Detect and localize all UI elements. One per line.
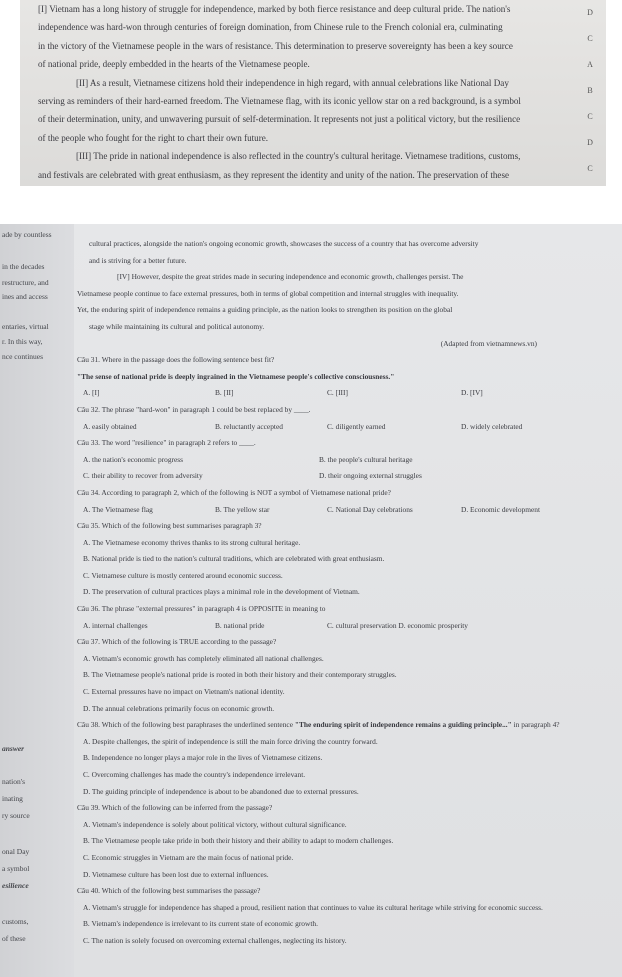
option[interactable]: A. Despite challenges, the spirit of independence is still the main force driving the country forward. xyxy=(83,736,378,746)
question-stem: Câu 31. Where in the passage does the following sentence best fit? xyxy=(77,355,275,365)
option[interactable]: A. The Vietnamese economy thrives thanks to its strong cultural heritage. xyxy=(83,537,301,547)
edge-word: inating xyxy=(2,794,23,803)
edge-word: ade by countless xyxy=(2,230,52,239)
option[interactable]: C. External pressures have no impact on Vietnam's national identity. xyxy=(83,687,285,697)
passage-line: [II] As a result, Vietnamese citizens hold their independence in high regard, with annual celebrations like National Day xyxy=(76,77,509,88)
option[interactable]: A. The Vietnamese flag xyxy=(83,504,153,514)
option[interactable]: A. Vietnam's struggle for independence has shaped a proud, resilient nation that continues to value its cultural heritage while striving for economic success. xyxy=(83,902,543,912)
passage-line: of their determination, unity, and unwavering pursuit of self-determination. It represents not just a political victory, but the resilience xyxy=(38,114,521,125)
edge-letter: C xyxy=(587,164,593,173)
edge-word: a symbol xyxy=(2,864,30,873)
option[interactable]: A. Vietnam's economic growth has completely eliminated all national challenges. xyxy=(83,653,324,663)
passage-line: of the people who fought for the right to chart their own future. xyxy=(38,132,269,143)
question-quote: "The sense of national pride is deeply ingrained in the Vietnamese people's collective consciousness." xyxy=(77,371,395,381)
passage-line: cultural practices, alongside the nation's ongoing economic growth, showcases the success of a country that has overcome adversity xyxy=(89,239,479,248)
top-passage xyxy=(38,0,578,184)
question-stem: Câu 40. Which of the following best summarises the passage? xyxy=(77,886,261,896)
edge-word: restructure, and xyxy=(2,278,49,287)
passage-line: in the victory of the Vietnamese people in the wars of resistance. This determination to preserve sovereignty has been a key source xyxy=(38,40,513,51)
option[interactable]: D. The guiding principle of independence is about to be abandoned due to external pressures. xyxy=(83,786,359,796)
option[interactable]: D. Economic development xyxy=(461,504,541,514)
question-stem: Câu 37. Which of the following is TRUE according to the passage? xyxy=(77,637,277,647)
option[interactable]: D. Vietnamese culture has been lost due to external influences. xyxy=(83,869,269,879)
option[interactable]: A. the nation's economic progress xyxy=(83,454,184,464)
option[interactable]: B. Vietnam's independence is irrelevant to its current state of economic growth. xyxy=(83,919,318,929)
option[interactable]: C. [III] xyxy=(327,388,348,398)
option[interactable]: C. Overcoming challenges has made the country's independence irrelevant. xyxy=(83,770,306,779)
question-stem-tail: in paragraph 4? xyxy=(513,720,560,730)
option[interactable]: D. their ongoing external struggles xyxy=(319,471,422,481)
option[interactable]: B. The Vietnamese people take pride in both their history and their ability to adapt to modern challenges. xyxy=(83,836,394,846)
edge-word: ines and access xyxy=(2,292,48,301)
option[interactable]: A. internal challenges xyxy=(83,620,148,630)
question-stem: Câu 34. According to paragraph 2, which of the following is NOT a symbol of Vietnamese national pride? xyxy=(77,487,391,497)
edge-letter: C xyxy=(587,34,593,43)
options-row xyxy=(77,452,567,469)
edge-word: nce continues xyxy=(2,352,44,361)
options-row xyxy=(77,618,567,635)
option[interactable]: C. Economic struggles in Vietnam are the main focus of national pride. xyxy=(83,852,294,862)
edge-word: nation's xyxy=(2,777,26,786)
passage-line: and is striving for a better future. xyxy=(89,255,187,265)
previous-page-edge xyxy=(0,224,74,977)
option[interactable]: C. cultural preservation D. economic prosperity xyxy=(327,620,468,630)
edge-word: ry source xyxy=(2,811,30,820)
option[interactable]: D. The preservation of cultural practices plays a minimal role in the development of Vietnam. xyxy=(83,587,360,597)
option[interactable]: B. The yellow star xyxy=(215,504,270,514)
passage-line: [IV] However, despite the great strides made in securing independence and economic growth, challenges persist. The xyxy=(117,272,464,282)
option[interactable]: C. The nation is solely focused on overcoming external challenges, neglecting its history. xyxy=(83,935,347,945)
edge-word: customs, xyxy=(2,917,29,926)
question-quote: "The enduring spirit of independence remains a guiding principle..." xyxy=(294,720,512,730)
edge-word: r. In this way, xyxy=(2,337,43,346)
question-stem: Câu 32. The phrase "hard-won" in paragraph 1 could be best replaced by ____. xyxy=(77,404,311,414)
options-row xyxy=(77,468,567,485)
option[interactable]: C. National Day celebrations xyxy=(327,504,413,514)
option[interactable]: D. The annual celebrations primarily focus on economic growth. xyxy=(83,703,275,713)
edge-word: entaries, virtual xyxy=(2,322,49,331)
option[interactable]: D. [IV] xyxy=(461,388,483,398)
passage-line: Vietnamese people continue to face external pressures, both in terms of global competition and internal struggles with inequality. xyxy=(77,288,459,298)
question-stem: Câu 35. Which of the following best summarises paragraph 3? xyxy=(77,521,262,531)
edge-letter: B xyxy=(587,86,593,95)
exam-page xyxy=(77,236,567,950)
option[interactable]: A. Vietnam's independence is solely about political victory, without cultural significance. xyxy=(83,819,347,829)
passage-line: serving as reminders of their hard-earned freedom. The Vietnamese flag, with its iconic yellow star on a red background, is a symbol xyxy=(38,96,521,107)
option[interactable]: B. National pride is tied to the nation's cultural traditions, which are celebrated with great enthusiasm. xyxy=(83,554,385,564)
edge-word: in the decades xyxy=(2,262,45,271)
option[interactable]: B. The Vietnamese people's national pride is rooted in both their history and their contemporary struggles. xyxy=(83,670,397,680)
passage-line: stage while maintaining its cultural and political autonomy. xyxy=(89,321,265,331)
top-page-photo xyxy=(20,0,606,186)
options-row xyxy=(77,502,567,519)
passage-line: of national pride, deeply embedded in the hearts of the Vietnamese people. xyxy=(38,59,310,70)
bottom-page-photo xyxy=(0,224,622,977)
question-stem: Câu 39. Which of the following can be inferred from the passage? xyxy=(77,803,273,813)
passage-line: [I] Vietnam has a long history of struggle for independence, marked by both fierce resistance and deep cultural pride. The nation's xyxy=(38,4,511,14)
passage-line: independence was hard-won through centuries of foreign domination, from Chinese rule to the French colonial era, culminating xyxy=(38,22,503,33)
options-row xyxy=(77,419,567,436)
option[interactable]: B. national pride xyxy=(215,620,265,630)
edge-letter: D xyxy=(587,138,593,147)
question-stem: Câu 36. The phrase "external pressures" in paragraph 4 is OPPOSITE in meaning to xyxy=(77,604,326,614)
edge-letter: A xyxy=(587,60,593,69)
question-stem-text: Câu 38. Which of the following best paraphrases the underlined sentence xyxy=(77,720,293,730)
option[interactable]: C. their ability to recover from adversity xyxy=(83,471,203,481)
option[interactable]: B. Independence no longer plays a major role in the lives of Vietnamese citizens. xyxy=(83,753,323,763)
option[interactable]: D. widely celebrated xyxy=(461,421,523,431)
edge-word: esilience xyxy=(2,881,29,890)
passage-line: Yet, the enduring spirit of independence remains a guiding principle, as the nation looks to strengthen its position on the global xyxy=(77,305,453,315)
passage-line: [III] The pride in national independence is also reflected in the country's cultural heritage. Vietnamese traditions, customs, xyxy=(76,151,521,162)
edge-letter: C xyxy=(587,112,593,121)
option[interactable]: A. easily obtained xyxy=(83,421,137,431)
edge-word: answer xyxy=(2,744,25,753)
edge-word: onal Day xyxy=(2,847,30,856)
options-row xyxy=(77,385,567,402)
option[interactable]: C. diligently earned xyxy=(327,421,386,431)
option[interactable]: B. the people's cultural heritage xyxy=(319,454,413,464)
question-stem xyxy=(77,717,567,734)
option[interactable]: A. [I] xyxy=(83,388,100,398)
edge-letter: D xyxy=(587,8,593,17)
option[interactable]: B. [II] xyxy=(215,388,234,398)
option[interactable]: C. Vietnamese culture is mostly centered around economic success. xyxy=(83,570,283,580)
option[interactable]: B. reluctantly accepted xyxy=(215,421,283,431)
photo-gap xyxy=(0,186,622,224)
question-stem: Câu 33. The word "resilience" in paragraph 2 refers to ____. xyxy=(77,438,256,448)
edge-word: of these xyxy=(2,934,26,943)
passage-line: and festivals are celebrated with great enthusiasm, as they represent the identity and unity of the nation. The preservation of these xyxy=(38,169,510,180)
passage-source: (Adapted from vietnamnews.vn) xyxy=(440,338,537,348)
